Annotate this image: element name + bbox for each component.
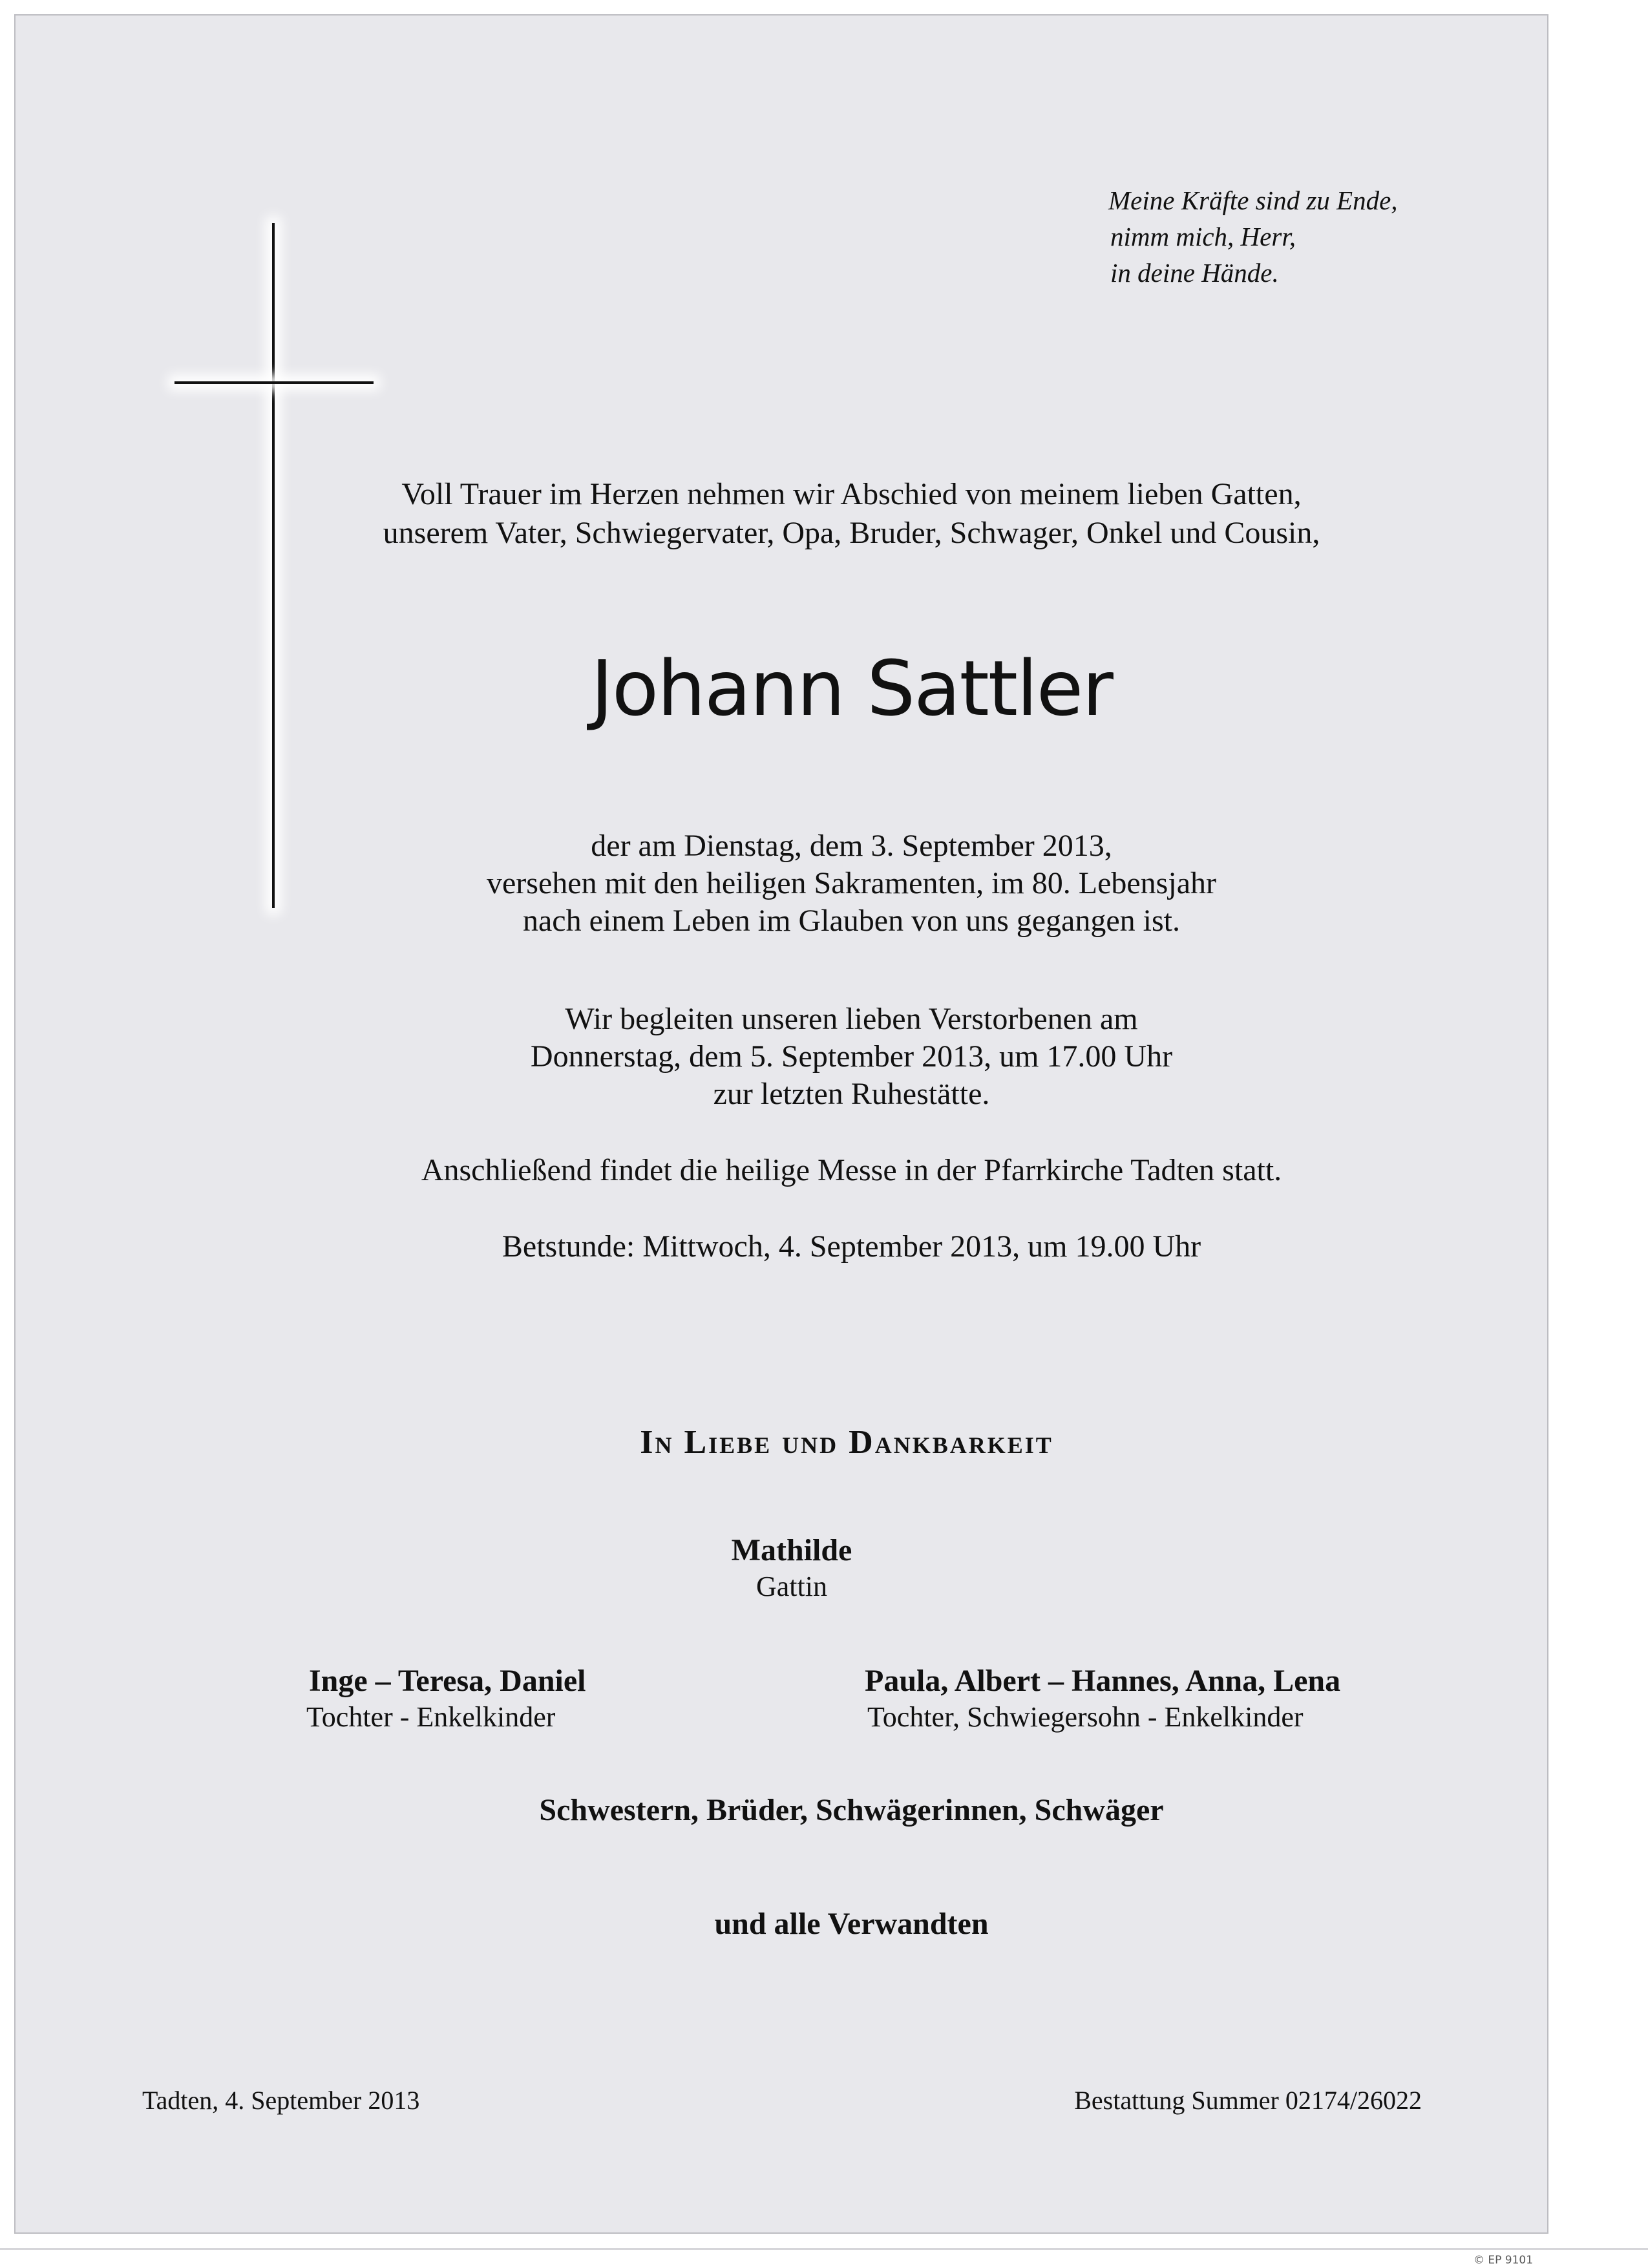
family-b-name: Paula, Albert – Hannes, Anna, Lena (865, 1664, 1341, 1698)
spouse-role: Gattin (756, 1571, 827, 1602)
death-line: versehen mit den heiligen Sakramenten, im 80. Lebensjahr (487, 866, 1216, 900)
obituary-card (14, 14, 1548, 2234)
intro-line: unserem Vater, Schwiegervater, Opa, Bruder, Schwager, Onkel und Cousin, (383, 516, 1320, 550)
spouse-name: Mathilde (731, 1533, 852, 1567)
mass-info: Anschließend findet die heilige Messe in der Pfarrkirche Tadten statt. (421, 1153, 1282, 1187)
intro-text (362, 475, 1341, 553)
gratitude-heading: In Liebe und Dankbarkeit (640, 1424, 1053, 1461)
page-divider (0, 2248, 1648, 2250)
copyright-mark: © EP 9101 (1474, 2254, 1534, 2267)
undertaker-contact: Bestattung Summer 02174/26022 (1074, 2086, 1422, 2115)
funeral-line: Wir begleiten unseren lieben Verstorbenen am (565, 1002, 1138, 1036)
prayer-hour: Betstunde: Mittwoch, 4. September 2013, um 19.00 Uhr (502, 1229, 1201, 1264)
family-b-role: Tochter, Schwiegersohn - Enkelkinder (867, 1701, 1304, 1733)
funeral-line: zur letzten Ruhestätte. (713, 1077, 990, 1111)
funeral-line: Donnerstag, dem 5. September 2013, um 17.00 Uhr (530, 1039, 1173, 1074)
death-notice (362, 827, 1341, 940)
verse-line: Meine Kräfte sind zu Ende, (1108, 185, 1398, 215)
siblings-line: Schwestern, Brüder, Schwägerinnen, Schwäger (539, 1793, 1164, 1827)
place-date: Tadten, 4. September 2013 (142, 2086, 420, 2115)
family-a-name: Inge – Teresa, Daniel (309, 1664, 586, 1698)
verse-line: in deine Hände. (1110, 258, 1279, 288)
relatives-line: und alle Verwandten (714, 1907, 989, 1941)
family-a-role: Tochter - Enkelkinder (306, 1701, 556, 1733)
funeral-info (362, 1001, 1341, 1113)
death-line: nach einem Leben im Glauben von uns gegangen ist. (522, 904, 1181, 938)
intro-line: Voll Trauer im Herzen nehmen wir Abschied von meinem lieben Gatten, (401, 477, 1302, 511)
cross-icon (272, 223, 275, 908)
bible-verse (1108, 182, 1496, 291)
cross-icon-bar (174, 381, 374, 384)
verse-line: nimm mich, Herr, (1110, 222, 1296, 251)
deceased-name: Johann Sattler (591, 644, 1112, 733)
death-line: der am Dienstag, dem 3. September 2013, (591, 829, 1112, 863)
